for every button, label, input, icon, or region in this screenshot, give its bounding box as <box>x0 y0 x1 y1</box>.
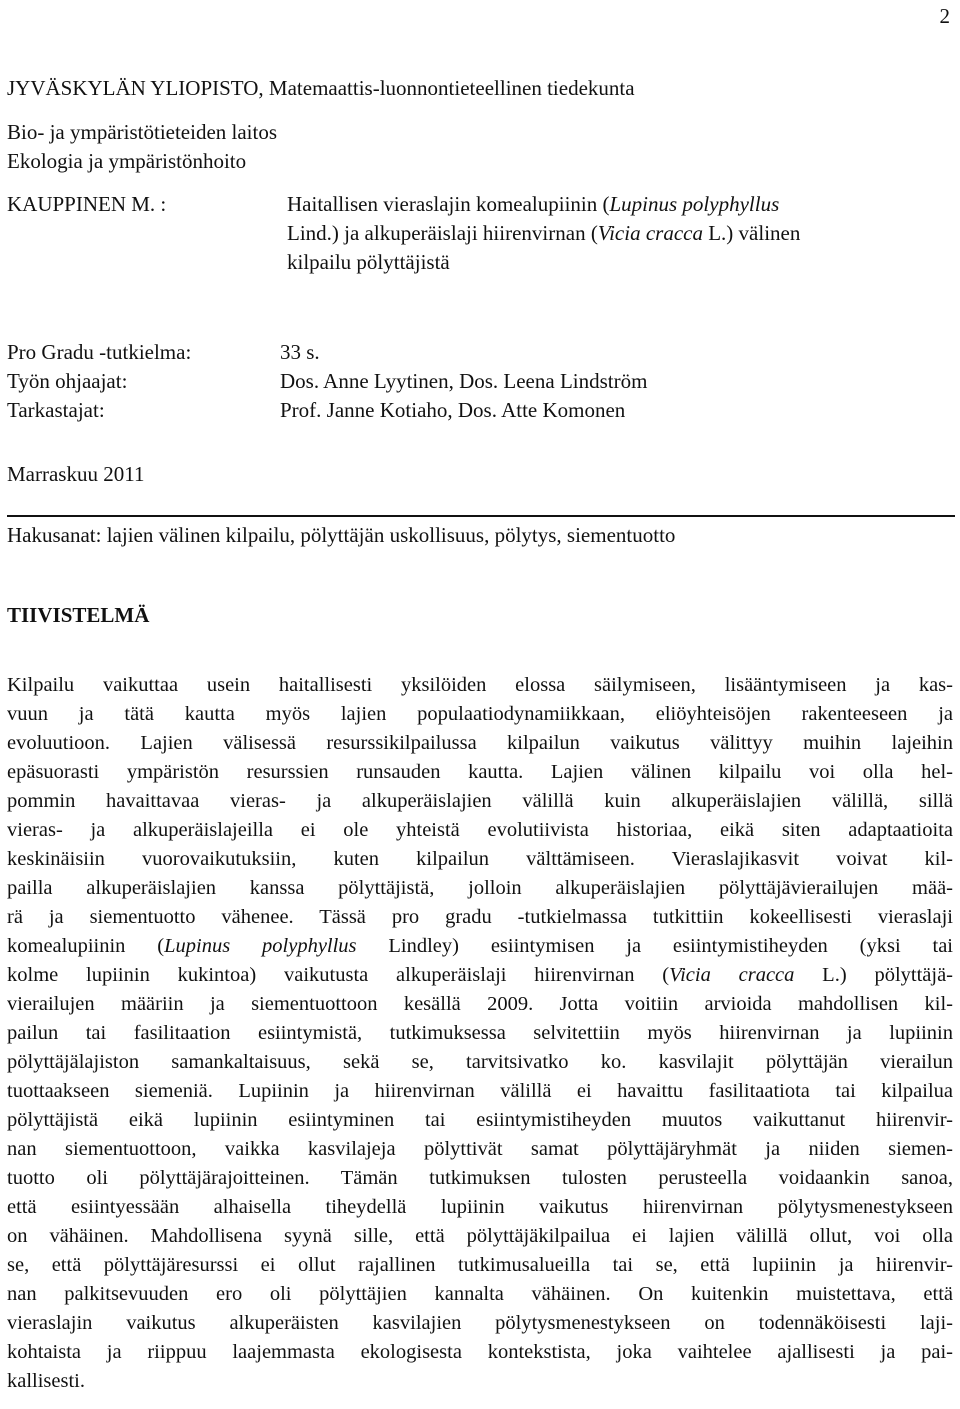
text-run: evoluutioon. Lajien välisessä resurssikilpailussa kilpailun vaikutus välittyy muihin lajeihin <box>7 732 953 754</box>
text-run: keskinäisiin vuorovaikutuksiin, kuten kilpailun välttämiseen. Vieraslajikasvit voivat kil- <box>7 848 953 870</box>
meta-value: 33 s. <box>280 340 320 364</box>
abstract-line <box>7 1106 953 1135</box>
text-run: tuottaakseen siemeniä. Lupiinin ja hiirenvirnan välillä ei havaittu fasilitaatiota tai kilpailua <box>7 1080 953 1102</box>
abstract-line <box>7 787 953 816</box>
abstract-line <box>7 1338 953 1367</box>
text-run: epäsuorasti ympäristön resurssien runsauden kautta. Lajien välinen kilpailu voi olla hel- <box>7 761 953 783</box>
abstract-line <box>7 1077 953 1106</box>
abstract-line <box>7 1135 953 1164</box>
title-line <box>287 190 947 219</box>
text-run: pailla alkuperäislajien kanssa pölyttäjistä, jolloin alkuperäislajien pölyttäjävierailujen mää- <box>7 877 953 899</box>
abstract-line <box>7 1164 953 1193</box>
text-run: on vähäinen. Mahdollisena syynä sille, että pölyttäjäkilpailua ei lajien välillä ollut, voi olla <box>7 1225 953 1247</box>
abstract-line <box>7 671 953 700</box>
date: Marraskuu 2011 <box>7 462 145 486</box>
abstract-line <box>7 961 953 990</box>
meta-label: Tarkastajat: <box>7 398 105 422</box>
department-subject: Ekologia ja ympäristönhoito <box>7 149 247 173</box>
abstract-line <box>7 874 953 903</box>
university-name: JYVÄSKYLÄN YLIOPISTO, Matemaattis-luonnontieteellinen tiedekunta <box>7 76 635 100</box>
abstract-body <box>7 671 953 1396</box>
text-run: pommin havaittavaa vieras- ja alkuperäislajien välillä kuin alkuperäislajien välillä, sillä <box>7 790 953 812</box>
abstract-line <box>7 932 953 961</box>
abstract-line <box>7 1048 953 1077</box>
text-run: tuotto oli pölyttäjärajoitteinen. Tämän tutkimuksen tulosten perusteella voidaankin sanoa, <box>7 1167 953 1189</box>
text-run: Lindley) esiintymisen ja esiintymistiheyden (yksi tai <box>356 935 953 957</box>
species-name: Lupinus polyphyllus <box>609 192 780 216</box>
text-run: pölyttäjälajiston samankaltaisuus, sekä se, tarvitsivatko ko. kasvilajit pölyttäjän vierailun <box>7 1051 953 1073</box>
abstract-line <box>7 990 953 1019</box>
abstract-line <box>7 903 953 932</box>
text-run: pölyttäjistä eikä lupiinin esiintyminen tai esiintymistiheyden muutos vaikuttanut hiirenvir- <box>7 1109 953 1131</box>
author-name: KAUPPINEN M. : <box>7 192 167 216</box>
page-number: 2 <box>939 4 950 28</box>
abstract-line <box>7 1251 953 1280</box>
text-run: kallisesti. <box>7 1370 86 1392</box>
divider <box>7 515 955 517</box>
text-run: Lind.) ja alkuperäislaji hiirenvirnan ( <box>287 221 598 245</box>
species-name: Lupinus polyphyllus <box>164 935 357 957</box>
abstract-line <box>7 1019 953 1048</box>
text-run: L.) pölyttäjä- <box>794 964 953 986</box>
department-name: Bio- ja ympäristötieteiden laitos <box>7 120 278 144</box>
abstract-line <box>7 758 953 787</box>
meta-value: Dos. Anne Lyytinen, Dos. Leena Lindström <box>280 369 648 393</box>
species-name: Vicia cracca <box>669 964 795 986</box>
text-run: komealupiinin ( <box>7 935 165 957</box>
abstract-line <box>7 1309 953 1338</box>
title-line <box>287 219 947 248</box>
abstract-line <box>7 1222 953 1251</box>
meta-label: Pro Gradu -tutkielma: <box>7 340 192 364</box>
text-run: kolme lupiinin kukintoa) vaikutusta alkuperäislaji hiirenvirnan ( <box>7 964 670 986</box>
abstract-line <box>7 729 953 758</box>
department-block <box>7 118 277 176</box>
thesis-title <box>287 190 947 277</box>
text-run: kilpailu pölyttäjistä <box>287 250 450 274</box>
abstract-line <box>7 1193 953 1222</box>
text-run: rä ja siementuotto vähenee. Tässä pro gradu -tutkielmassa tutkittiin kokeellisesti vieraslaji <box>7 906 953 928</box>
meta-label: Työn ohjaajat: <box>7 369 128 393</box>
text-run: Kilpailu vaikuttaa usein haitallisesti yksilöiden elossa säilymiseen, lisääntymiseen ja kas- <box>7 674 953 696</box>
text-run: vuun ja tätä kautta myös lajien populaatiodynamiikkaan, eliöyhteisöjen rakenteeseen ja <box>7 703 953 725</box>
text-run: se, että pölyttäjäresurssi ei ollut rajallinen tutkimusalueilla tai se, että lupiinin ja hiirenvir- <box>7 1254 953 1276</box>
abstract-line <box>7 845 953 874</box>
abstract-heading: TIIVISTELMÄ <box>7 603 150 627</box>
text-run: nan palkitsevuuden ero oli pölyttäjien kannalta vähäinen. On kuitenkin muistettava, että <box>7 1283 953 1305</box>
text-run: vieraslajin vaikutus alkuperäisten kasvilajien pölytysmenestykseen on todennäköisesti laji- <box>7 1312 953 1334</box>
abstract-line <box>7 816 953 845</box>
text-run: kohtaista ja riippuu laajemmasta ekologisesta kontekstista, joka vaihtelee ajallisesti ja pai- <box>7 1341 953 1363</box>
text-run: Haitallisen vieraslajin komealupiinin ( <box>287 192 610 216</box>
text-run: että esiintyessään alhaisella tiheydellä lupiinin vaikutus hiirenvirnan pölytysmenestykseen <box>7 1196 953 1218</box>
species-name: Vicia cracca <box>597 221 703 245</box>
text-run: pailun tai fasilitaation esiintymistä, tutkimuksessa selvitettiin myös hiirenvirnan ja lupiinin <box>7 1022 953 1044</box>
text-run: L.) välinen <box>702 221 801 245</box>
meta-value: Prof. Janne Kotiaho, Dos. Atte Komonen <box>280 398 626 422</box>
keywords: Hakusanat: lajien välinen kilpailu, pölyttäjän uskollisuus, pölytys, siementuotto <box>7 523 676 547</box>
abstract-line <box>7 1367 953 1396</box>
title-line <box>287 248 947 277</box>
university-header <box>7 74 635 103</box>
abstract-line <box>7 1280 953 1309</box>
text-run: vierailujen määriin ja siementuottoon kesällä 2009. Jotta voitiin arvioida mahdollisen kil- <box>7 993 953 1015</box>
text-run: vieras- ja alkuperäislajeilla ei ole yhteistä evolutiivista historiaa, eikä siten adaptaatioita <box>7 819 953 841</box>
abstract-line <box>7 700 953 729</box>
text-run: nan siementuottoon, vaikka kasvilajeja pölyttivät samat pölyttäjäryhmät ja niiden siemen- <box>7 1138 953 1160</box>
